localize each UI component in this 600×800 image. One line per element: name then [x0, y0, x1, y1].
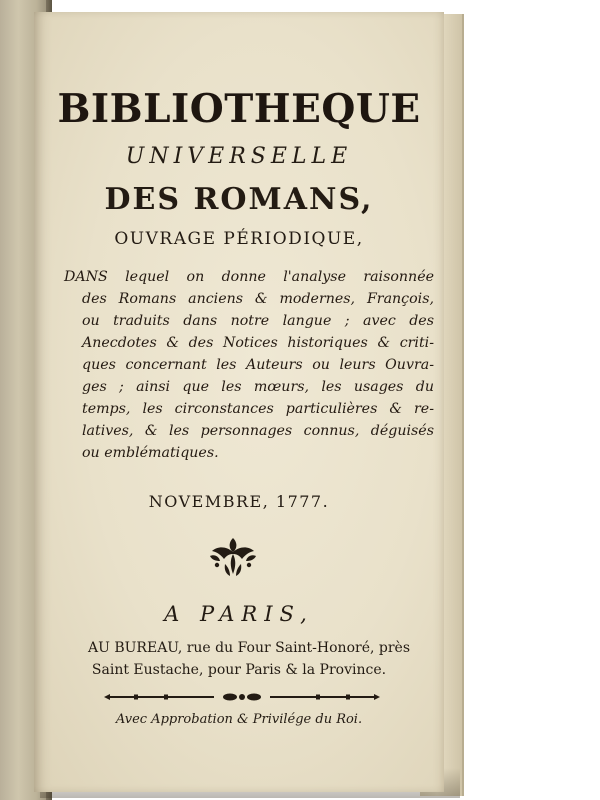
- description-line: ou traduits dans notre langue ; avec des: [82, 313, 434, 329]
- title-page: [34, 12, 444, 792]
- approbation-privilege: Avec Approbation & Privilége du Roi.: [115, 712, 363, 727]
- description-line: DANS lequel on donne l'analyse raisonnée: [64, 269, 434, 285]
- description-line: ques concernant les Auteurs ou leurs Ouvra-: [82, 357, 434, 373]
- address-line-1: AU BUREAU, rue du Four Saint-Honoré, près: [87, 640, 410, 656]
- title-des-romans: DES ROMANS,: [104, 182, 374, 217]
- description-line: des Romans anciens & modernes, François,: [82, 291, 434, 307]
- place-of-publication: A PARIS,: [164, 602, 314, 626]
- title-universelle: UNIVERSELLE: [125, 144, 353, 169]
- description-paragraph: [64, 266, 434, 464]
- publication-date: NOVEMBRE, 1777.: [148, 492, 330, 511]
- description-line: ou emblématiques.: [82, 445, 219, 461]
- decorative-rule: [104, 692, 380, 702]
- fleuron-ornament-icon: [206, 534, 260, 580]
- description-line: temps, les circonstances particulières & re-: [82, 401, 434, 417]
- title-bibliotheque: BIBLIOTHEQUE: [57, 86, 421, 132]
- address-line-2: Saint Eustache, pour Paris & la Province.: [91, 662, 387, 678]
- description-line: ges ; ainsi que les mœurs, les usages du: [82, 379, 434, 395]
- description-line: latives, & les personnages connus, déguisés: [82, 423, 434, 439]
- description-line: Anecdotes & des Notices historiques & criti-: [82, 335, 434, 351]
- subtitle-ouvrage-periodique: OUVRAGE PÉRIODIQUE,: [114, 229, 364, 249]
